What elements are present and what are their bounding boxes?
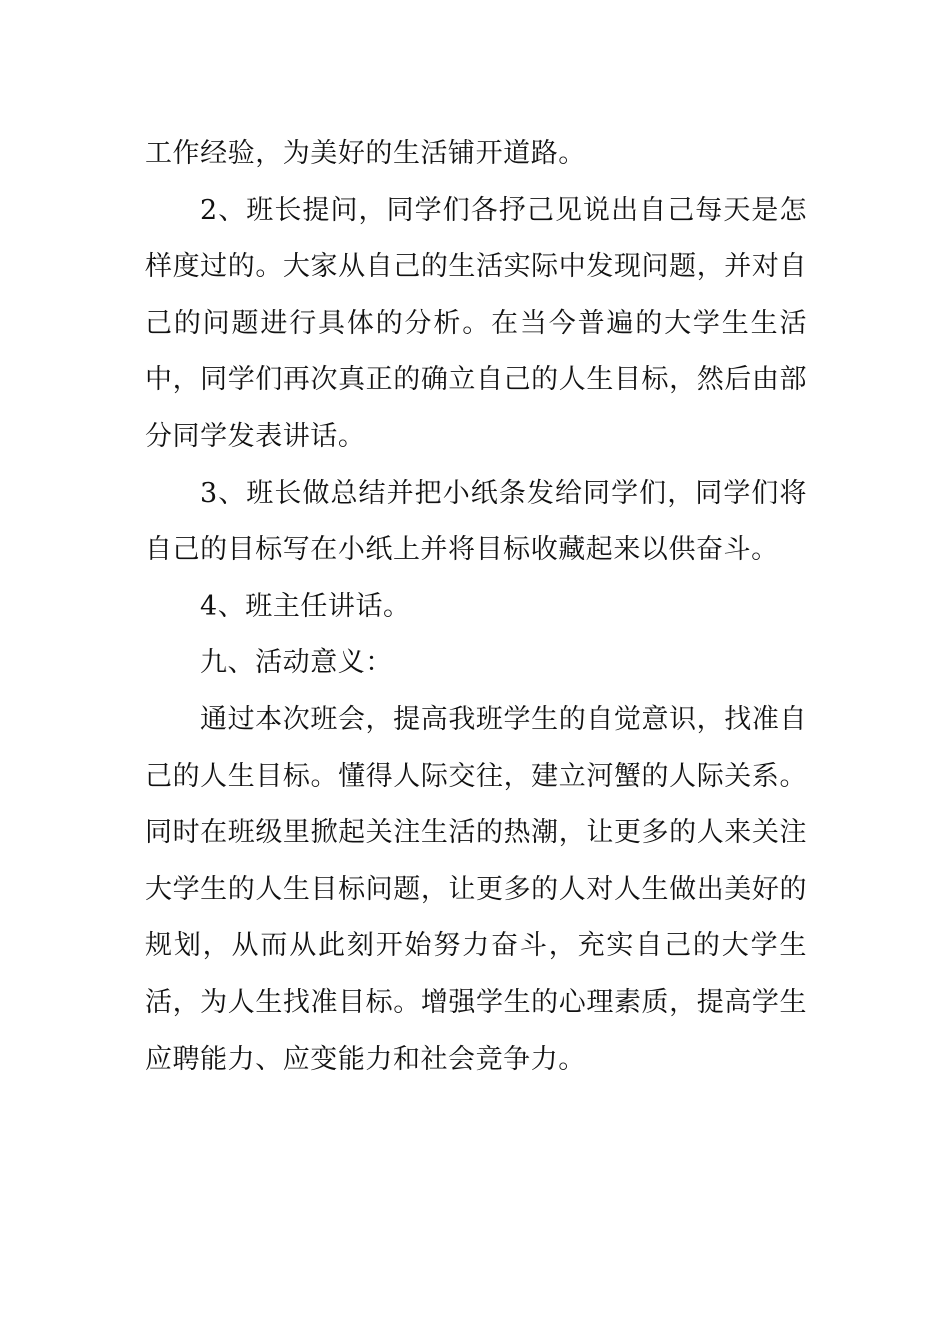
paragraph-item-2: 2、班长提问，同学们各抒己见说出自己每天是怎样度过的。大家从自己的生活实际中发现问题，并对自己的问题进行具体的分析。在当今普遍的大学生生活中，同学们再次真正的确立自己的人生目标，然后由部分同学发表讲话。 — [145, 194, 807, 452]
section-heading-significance: 九、活动意义： — [200, 647, 393, 679]
paragraph-significance: 通过本次班会，提高我班学生的自觉意识，找准自己的人生目标。懂得人际交往，建立河蟹的人际关系。同时在班级里掀起关注生活的热潮，让更多的人来关注大学生的人生目标问题，让更多的人对人生做出美好的规划，从而从此刻开始努力奋斗，充实自己的大学生活，为人生找准目标。增强学生的心理素质，提高学生应聘能力、应变能力和社会竞争力。 — [145, 703, 807, 1075]
document-body — [145, 126, 807, 1088]
paragraph-item-3: 3、班长做总结并把小纸条发给同学们，同学们将自己的目标写在小纸上并将目标收藏起来以供奋斗。 — [145, 477, 807, 566]
paragraph-item-4: 4、班主任讲话。 — [200, 590, 411, 622]
paragraph-continuation: 工作经验，为美好的生活铺开道路。 — [145, 138, 586, 169]
